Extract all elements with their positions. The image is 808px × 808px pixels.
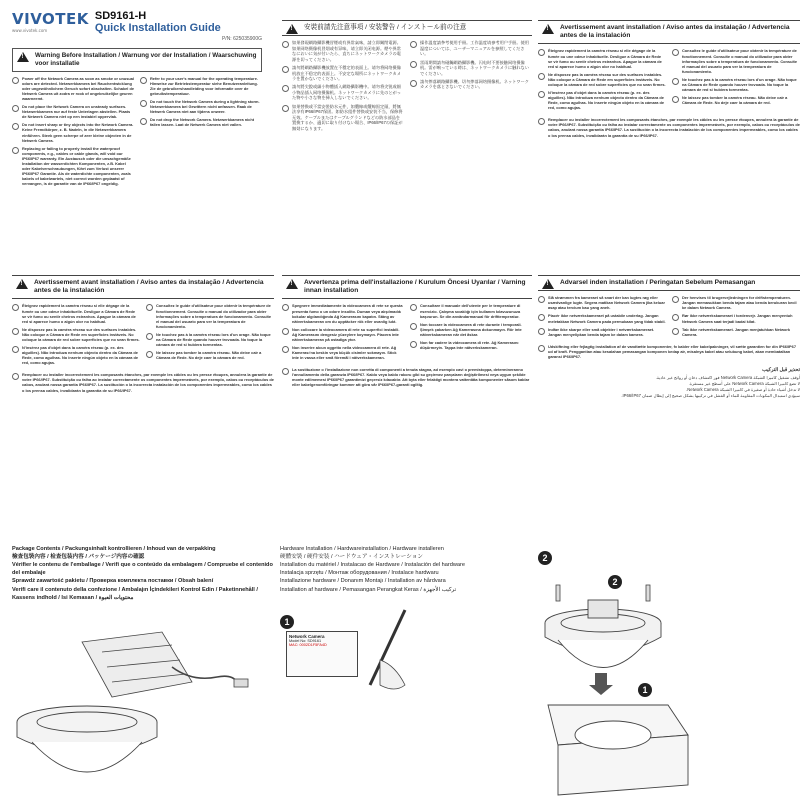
bullet-icon (140, 118, 147, 125)
bullet-icon (282, 66, 289, 73)
arabic-title: تحذير قبل التركيب (762, 367, 800, 374)
step-number: 1 (280, 615, 294, 629)
warning-icon (16, 279, 28, 289)
bullet-icon (12, 77, 19, 84)
list-item: Udskiftning eller fejlagtig installation af de vandtætte komponenter, fx kabler eller kabelpakninger, vil sætte garantien for din IP66/IP67 ud af kraft. Penggantian atau kesalahan pemasangan komponen kedap air, misalnya kabel atau selubung kabel, akan membatalkan garansi IP66/IP67. (538, 344, 800, 359)
list-item: Spegnere immediatamente la videocamera di rete se questa presenta fumo o un odore insolito. Duman veya alışılmadık kokular algılandığında Ağ Kamerasını kapatın. Stäng av nätverkskameran om du upptäcker rök eller ovanlig lukt. (282, 303, 404, 323)
arrow-icon (589, 673, 613, 695)
bullet-icon (146, 351, 153, 358)
bullet-icon (146, 304, 153, 311)
bullet-icon (282, 368, 289, 375)
list-item: Ne disposez pas la caméra réseau sur des surfaces instables. Não coloque a Câmara de Rede em superfícies instáveis. No coloque la cámara de red sobre superficies que no sean firmes. (538, 72, 666, 87)
bullet-icon (282, 328, 289, 335)
bullet-icon (672, 296, 679, 303)
list-item: Tab ikke netværkskameraet. Jangan menjatuhkan Network Camera. (672, 327, 800, 337)
bullet-icon (672, 78, 679, 85)
bullet-icon (12, 346, 19, 353)
list-item: Non collocare la videocamera di rete su superfici instabili. Ağ Kamerasını dengesiz yüzeylere koymayın. Placera inte nätverkskameran på ostadiga ytor. (282, 327, 404, 342)
bullet-icon (672, 328, 679, 335)
package-title: Vérifier le contenu de l'emballage / Verifi que o conteúdo da embalagem / Compruebe el contenido del embalaje (12, 562, 273, 577)
pen-hand-icon (360, 605, 420, 695)
mounting-plate-icon (82, 632, 192, 697)
dome-mount-illustration (538, 545, 800, 800)
warning-icon (17, 52, 29, 62)
package-title: Verifi care il contenuto della confezione / Ambalajın İçindekileri Kontrol Edin / Paketinnehåll / Kassens indhold / Isi Kemasan / محتويات العبوة (12, 586, 258, 601)
product-label (286, 631, 358, 677)
bullet-icon (146, 333, 153, 340)
warning-list-left (282, 40, 404, 134)
section-heading: ! Avertissement avant installation / Aviso antes da instalação / Advertencia antes de la instalación (12, 275, 274, 299)
bullet-icon (140, 77, 147, 84)
list-item: Ne laissez pas tomber la caméra réseau. Não deixe cair a Câmara de Rede. No deje caer la cámara de red. (672, 95, 800, 105)
arabic-line: لا تضع كاميرا الشبكة Network Camera على أسطح غير مستقرة. (688, 380, 800, 386)
label-title: Network Camera (289, 634, 325, 639)
panel-warning-da-id-ar (538, 275, 800, 500)
bullet-icon (672, 49, 679, 56)
screw-icon (556, 585, 650, 601)
list-item: Ne touchez pas à la caméra réseau lors d'un orage. Não toque na Câmara de Rede quando houver trovoada. No toque la cámara de red si hubiera tormentas. (146, 332, 274, 347)
warning-list-right (672, 295, 800, 340)
bullet-icon (282, 304, 289, 311)
warning-list-right (410, 40, 532, 134)
list-item: Non inserire alcun oggetto nella videocamera di rete. Ağ Kamerası'na keskin veya küçük cisimler sokmayın. Stick inte in vassa eller små föremål i nätverkskameran. (282, 345, 404, 360)
list-item: N'insérez pas d'objet dans la caméra réseau (p. ex. des aiguilles). Não introduza nenhum objecto dentro da Câmara de Rede, como agulhas. No inserte ningún objeto en la cámara de red, como agujas. (12, 345, 140, 365)
warning-list-left (282, 303, 404, 363)
bullet-icon (410, 61, 417, 68)
warning-list-right (410, 303, 532, 363)
arabic-line: لا تدخل أشياء حادة أو صغيرة في كاميرا الشبكة Network Camera. (686, 387, 800, 393)
list-item: Do not place the Network Camera on unsteady surfaces. Netzwerkkamera nur auf feste Unterlagen abstellen. Plaats de Netwerk Camera niet op een instabiel oppervlak. (12, 104, 134, 119)
list-item: Consultez le guide d'utilisateur pour obtenir la température de fonctionnement. Consulte o manual do utilizador para obter informações sobre a temperatura de funcionamento. Consulte el manual del usuario para ver la temperatura de funcionamiento. (672, 48, 800, 73)
section-heading: ! Warning Before Installation / Warnung vor der Installation / Waarschuwing voor installatie (12, 48, 262, 72)
list-item: 請勿摔落網路攝影機。切勿摔落网络摄像机。ネットワークカメラを落とさないでください。 (410, 79, 532, 90)
bullet-icon (282, 346, 289, 353)
bullet-icon (12, 147, 19, 154)
bullet-icon (12, 105, 19, 112)
list-item: Ne laissez pas tomber la caméra réseau. Não deixe cair a Câmara de Rede. No deje caer la cámara de red. (146, 350, 274, 360)
list-item: Ne touchez pas à la caméra réseau lors d'un orage. Não toque na Câmara de Rede quando houver trovoada. No toque la cámara de red si hubiera tormentas. (672, 77, 800, 92)
bullet-icon (538, 91, 545, 98)
list-item: 請勿將網路攝影機放置在不穩定的表面上。请勿将网络摄像机放在不稳定的表面上。不安定な場所にネットワークカメラを置かないでください。 (282, 65, 404, 81)
panel-warning-cjk (282, 20, 532, 255)
warning-list-left (12, 303, 140, 368)
brand-header (12, 10, 262, 34)
arabic-warning (538, 367, 800, 400)
list-item: 如果替換或不當安裝防水元件，如纜線或纜線固定頭，將無法享有IP66/IP67保固。如防水组件替换或安装不当，保修将无效。ケーブルまたはケーブルグランドなどの防水部品を置換するか、適切に取り付けない場合、IP66/IP67の保証が無効になります。 (282, 104, 404, 131)
panel-package-contents (12, 545, 274, 800)
bullet-icon (538, 49, 545, 56)
bullet-icon (410, 41, 417, 48)
bullet-icon (12, 304, 19, 311)
list-item: 操作溫度請參考使用手冊。工作温度请参考用户手册。使用温度については、ユーザーマニュアルを参照してください。 (410, 40, 532, 56)
bullet-icon (672, 96, 679, 103)
list-item: Indfør ikke skarpe eller små objekter i netværkskameraet. Jangan menyelipkan benda tajam ke dalam kamera. (538, 327, 666, 337)
list-item: Replacing or failing to properly install the waterproof components, e.g., cables or cable glands, will void our IP66/IP67 warranty. Ein Austausch oder die unsachgemäße Installation der wasserdichten Komponenten, z.B. Kabel oder Kabelverschraubungen, führt zum Verlust unserer IP66/IP67 Garantie. Als de waterdichte componenten, zoals kabels of kabelwartels, niet correct worden geplaatst of vervangen, is de garantie van de IP66/IP67 ongeldig. (12, 146, 134, 187)
list-item: 如果發現網路攝影機冒煙或有異常氣味，請立即關閉電源。如果网络摄像机冒烟或有异味，请立即关闭电源。煙や異常なにおいに気が付いたら、直ちにネットワークカメラの電源を切ってください。 (282, 40, 404, 62)
arabic-line: سيؤدي استبدال المكونات المقاومة للماء أو الفشل في تركيبها بشكل صحيح إلى إبطال ضمان IP66/IP67. (621, 393, 800, 399)
list-item: Remplacer ou installer incorrectement les composants étanches, par exemple les câbles ou les presse étoupes, annulera la garantie de votre IP66/IP67. Substituição ou falha ao instalar correctamente os componentes impermeáveis, por exemplo, cabos ou receptáculos de cabos, anulará nossa garantia IP66/IP67. La sustitución o la incorrecta instalación de los componentes impermeables, como los cables o los prensa cables, invalidarán la garantía de su IP66/IP67. (12, 372, 274, 392)
package-contents-illustration (12, 627, 274, 797)
bullet-icon (282, 41, 289, 48)
step-number: 1 (638, 683, 652, 697)
step-number: 2 (608, 575, 622, 589)
panel-installation-steps (538, 545, 800, 800)
arabic-line: أوقف تشغيل كاميرا الشبكة Network Camera فور اكتشاف دخان أو روائح غير عادية. (655, 374, 800, 380)
section-heading: ! Avvertenza prima dell'installazione / Kurulum Öncesi Uyarılar / Varning innan installation (282, 275, 532, 299)
list-item: Slå strømmen fra kameraet så snart der kan lugtes røg eller usædvanlige lugte. Segera matikan Network Camera jika keluar asap atau tercium bau yang aneh. (538, 295, 666, 310)
vivotek-logo (12, 10, 89, 33)
bullet-icon (538, 118, 545, 125)
foam-packaging-icon (548, 705, 688, 795)
list-item: Consultare il manuale dell'utente per le temperature di esercizio. Çalışma sıcaklığı için kullanım kılavuzunuza başvurun. Se din användarmanual för drifttemperatur. (410, 303, 532, 318)
label-mac: MAC: 0002D1F5FA4D (289, 643, 327, 647)
bullet-icon (12, 373, 19, 380)
list-item: Der henvises til brugervejledningen for driftstemperaturen. Jangan memasukkan benda tajam atau benda berukuran kecil ke dalam Network Camera. (672, 295, 800, 310)
warning-list-left (538, 295, 666, 340)
bullet-icon (410, 304, 417, 311)
panel-warning-fr-pt-es (538, 20, 800, 255)
list-item: Power off the Network Camera as soon as smoke or unusual odors are detected. Netzwerkkamera bei Rauchentwicklung oder ungewöhnlichem Geruch sofort abschalten. Schakel de Netwerk Camera uit zodra er rook of ongebruikelijke geuren waarneemt. (12, 76, 134, 101)
list-item: Do not drop the Network Camera. Netzwerkkamera nicht fallen lassen. Laat de Netwerk Camera niet vallen. (140, 117, 262, 127)
panel-warning-en-de-nl (12, 10, 262, 255)
list-item: Rør ikke netværkskameraet i tordenvejr. Jangan menyentuh Network Camera saat terjadi badai kilat. (672, 313, 800, 323)
logo-text: VIVOTEK (12, 10, 89, 28)
part-number: P/N: 625035900G (221, 36, 262, 42)
section-heading: ! Avertissement avant installation / Aviso antes da instalação / Advertencia antes de la instalación (538, 20, 800, 44)
warning-icon (542, 24, 554, 34)
guide-title: Quick Installation Guide (94, 22, 221, 34)
dome-camera-icon (17, 706, 157, 772)
list-item: Éteignez rapidement la caméra réseau si elle dégage de la fumée ou une odeur inhabituelle. Desligue a Câmara de Rede se vir fumo ou sentir cheiros estranhos. Apague la cámara de red si aparece humo o algún olor no habitual. (12, 303, 140, 323)
list-item: N'insérez pas d'objet dans la caméra réseau (p. ex. des aiguilles). Não introduza nenhum objecto dentro da Câmara de Rede, como agulhas. No inserte ningún objeto en la cámara de red, como agujas. (538, 90, 666, 110)
bullet-icon (538, 345, 545, 352)
dome-camera-icon (545, 600, 661, 668)
bullet-icon (410, 341, 417, 348)
warning-list-left (538, 48, 666, 113)
hardware-title: Installation af hardware / Pemasangan Perangkat Keras / تركيب الأجهزة (280, 586, 457, 593)
bullet-icon (12, 328, 19, 335)
bullet-icon (12, 123, 19, 130)
section-heading: ! 安裝前請先注意事項 / 安装警告 / インストール前の注意 (282, 20, 532, 36)
section-heading: ! Advarsel inden installation / Peringatan Sebelum Pemasangan (538, 275, 800, 291)
list-item: Remplacer ou installer incorrectement les composants étanches, par exemple les câbles ou les presse étoupes, annulera la garantie de votre IP66/IP67. Substituição ou falha ao instalar correctamente os componentes impermeáveis, por exemplo, cabos ou receptáculos de cabos, anulará nossa garantia IP66/IP67. La sustitución o la incorrecta instalación de los componentes impermeables, como los cables o los prensa cables, invalidarán la garantía de su IP66/IP67. (538, 117, 800, 137)
list-item: Éteignez rapidement la caméra réseau si elle dégage de la fumée ou une odeur inhabituelle. Desligue a Câmara de Rede se vir fumo ou sentir cheiros estranhos. Apague la cámara de red si aparece humo o algún olor no habitual. (538, 48, 666, 68)
hardware-title: Installazione hardware / Donanım Montajı / Installation av hårdvara (280, 578, 446, 585)
list-item: Do not insert sharp or tiny objects into the Network Camera. Keine Fremdkörper, z. B. Nadeln, in die Netzwerkkamera einführen. Steek geen scherpe of zeer kleine objecten in de Netwerk Camera. (12, 122, 134, 142)
bullet-icon (410, 323, 417, 330)
panel-warning-it-tr-sv (282, 275, 532, 470)
package-title: Sprawdź zawartość pakietu / Проверка комплекта поставки / Obsah balení (12, 578, 214, 585)
bullet-icon (538, 296, 545, 303)
list-item: Non far cadere la videocamera di rete. Ağ Kamerasını düşürmeyin. Tappa inte nätverkskameran. (410, 340, 532, 350)
bullet-icon (538, 328, 545, 335)
warning-icon (542, 279, 554, 289)
package-title: Package Contents / Packungsinhalt kontrollieren / Inhoud van de verpakking (12, 546, 216, 552)
bullet-icon (282, 105, 289, 112)
step-number: 2 (538, 551, 552, 565)
list-item: Do not touch the Network Camera during a lightning storm. Netzwerkkamera bei Gewittern nicht anfassen. Raak de Netwerk Camera niet aan tijdens onweer. (140, 99, 262, 114)
list-item: Placér ikke netværkskameraet på ustabile underlag. Jangan meletakkan Network Camera pada permukaan yang tidak stabil. (538, 313, 666, 323)
package-title: 檢查包裝內容 / 检查包装内容 / パッケージ内容の確認 (12, 554, 145, 561)
hardware-title: Installation du matériel / Instalacao de Hardware / Instalación del hardware (280, 562, 466, 569)
panel-warning-fr-pt-es-2 (12, 275, 274, 470)
logo-tagline: www.vivotek.com (12, 28, 48, 33)
warning-list-left (12, 76, 134, 190)
hardware-title: Instalacja sprzętu / Монтаж оборудования / Instalace hardwaru (280, 570, 439, 577)
bullet-icon (672, 314, 679, 321)
panel-hardware-installation (280, 545, 530, 800)
list-item: Refer to your user's manual for the operating temperature. Hinweise zur Betriebstemperatur siehe Benutzeranleitung. Zie de gebruikershandleiding voor informatie over de gebruikstemperatuur. (140, 76, 262, 96)
bullet-icon (538, 314, 545, 321)
warning-list-right (146, 303, 274, 368)
list-item: Consultez le guide d'utilisateur pour obtenir la température de fonctionnement. Consulte o manual do utilizador para obter informações sobre a temperatura de funcionamento. Consulte el manual del usuario para ver la temperatura de funcionamiento. (146, 303, 274, 328)
bullet-icon (282, 85, 289, 92)
list-item: 雷雨期間請勿碰觸網路攝影機。闪电时不要接触网络摄像机。雷が鳴っている時は、ネットワークカメラに触れないでください。 (410, 60, 532, 76)
warning-list-right (672, 48, 800, 113)
list-item: Non toccare la videocamera di rete durante i temporali. Şimşek çakarken Ağ Kamerasına dokunmayın. Rör inte nätverkskameran när det åskar. (410, 322, 532, 337)
list-item: Ne disposez pas la caméra réseau sur des surfaces instables. Não coloque a Câmara de Rede em superfícies instáveis. No coloque la cámara de red sobre superficies que no sean firmes. (12, 327, 140, 342)
model-number: SD9161-H (94, 10, 147, 22)
bullet-icon (140, 100, 147, 107)
bullet-icon (410, 80, 417, 87)
warning-list-right (140, 76, 262, 190)
warning-icon (286, 279, 298, 289)
list-item: 請勿將尖銳或細小物體插入網路攝影機中。请勿将尖锐或细小物品插入网络摄像机。ネットワークカメラに先のとがった物や小さな物を挿入しないでください。 (282, 84, 404, 100)
hardware-title: Hardware Installation / Hardwareinstallation / Hardware installeren (280, 546, 444, 552)
label-model: Model No: SD9161 (289, 639, 322, 643)
bullet-icon (538, 73, 545, 80)
list-item: La sostituzione o l'installazione non corretta di componenti a tenuta stagna, ad esempio cavi o premistoppa, determineranno l'annullamento della garanzia IP66/IP67. Kablo veya kablo rakoru gibi su geçirmez parçaların değiştirilmesi veya uygun şekilde monte edilmemesi IP66/IP67 garantimizi geçersiz kılacaktır. Att byta eller felaktigt montera vattentäta komponenter såsom kablar eller kabelgenomföringar kommer att göra vår IP66/IP67-garanti ogiltig. (282, 367, 532, 387)
warning-icon (286, 24, 298, 34)
hardware-title: 硬體安裝 / 硬件安装 / ハードウェア・インストレーション (280, 554, 423, 561)
